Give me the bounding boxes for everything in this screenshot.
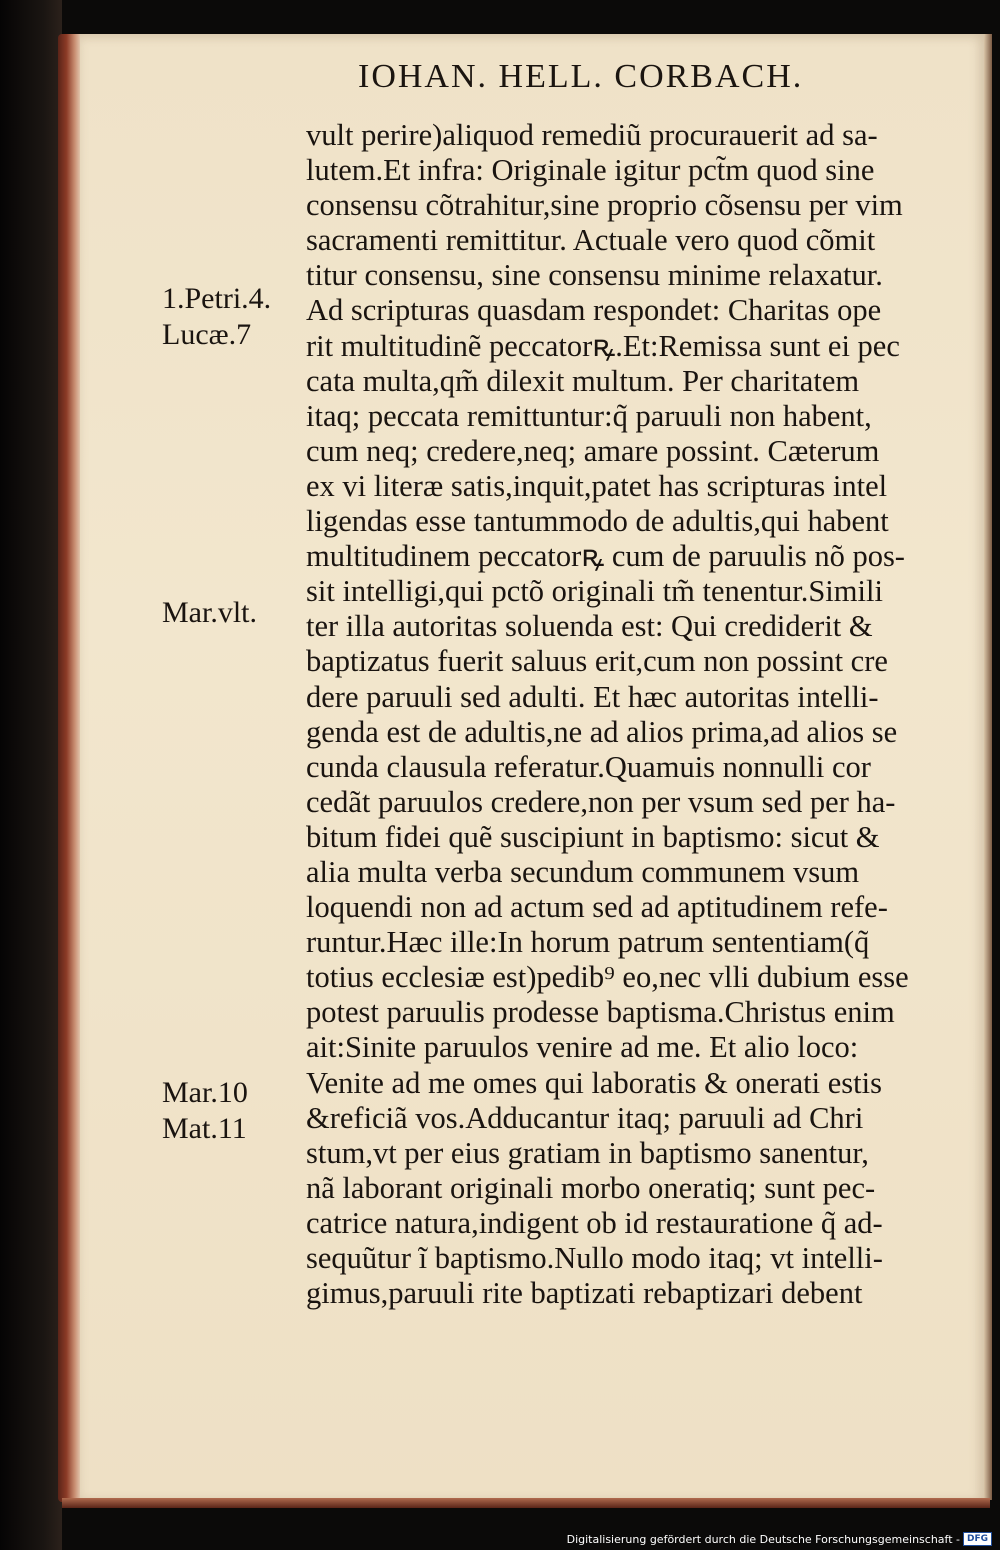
text-line: genda est de adultis,ne ad alios prima,ad alios se (306, 714, 898, 749)
text-line: cum neq; credere,neq; amare possint. Cæterum (306, 433, 880, 468)
text-line: rit multitudinẽ peccatorꝶ.Et:Remissa sunt ei pec (306, 328, 900, 363)
text-line: dere paruuli sed adulti. Et hæc autoritas intelli- (306, 679, 879, 714)
main-text-block (306, 118, 966, 1311)
text-line: ait:Sinite paruulos venire ad me. Et alio loco: (306, 1030, 859, 1065)
text-line: stum,vt per eius gratiam in baptismo sanentur, (306, 1135, 869, 1170)
text-line: sit intelligi,qui pctõ originali tm̃ tenentur.Simili (306, 574, 883, 609)
text-line: Ad scripturas quasdam respondet: Charitas ope (306, 293, 882, 328)
marginal-note-mar-vlt: Mar.vlt. (162, 596, 257, 629)
marginal-note-petri: 1.Petri.4. (162, 282, 272, 315)
text-line: cunda clausula referatur.Quamuis nonnulli cor (306, 749, 871, 784)
text-line: multitudinem peccatorꝶ cum de paruulis nõ pos- (306, 539, 905, 574)
page-right-edge (984, 34, 992, 1500)
text-line: cedãt paruulos credere,non per vsum sed per ha- (306, 784, 896, 819)
page-left-edge (58, 34, 82, 1502)
text-line: Venite ad me omes qui laboratis & onerati estis (306, 1065, 882, 1100)
text-line: ligendas esse tantummodo de adultis,qui habent (306, 504, 889, 539)
book-spine-shadow (0, 0, 62, 1550)
text-line: sacramenti remittitur. Actuale vero quod cõmit (306, 223, 876, 258)
text-line: alia multa verba secundum communem vsum (306, 854, 860, 889)
text-line: catrice natura,indigent ob id restauratione q̃ ad- (306, 1205, 883, 1240)
running-head: IOHAN. HELL. CORBACH. (358, 58, 804, 95)
text-line: sequũtur ĩ baptismo.Nullo modo itaq; vt intelli- (306, 1241, 883, 1275)
text-line: vult perire)aliquod remediũ procurauerit ad sa- (306, 118, 878, 152)
text-line: nã laborant originali morbo oneratiq; sunt pec- (306, 1170, 876, 1205)
text-line: cata multa,qm̃ dilexit multum. Per charitatem (306, 363, 860, 398)
text-line: baptizatus fuerit saluus erit,cum non possint cre (306, 644, 888, 679)
text-line: consensu cõtrahitur,sine proprio cõsensu per vim (306, 188, 903, 223)
text-line: lutem.Et infra: Originale igitur pct̃m quod sine (306, 153, 875, 188)
marginal-note-lucae: Lucæ.7 (162, 318, 252, 351)
page-bottom-edge (62, 1498, 990, 1508)
text-line: potest paruulis prodesse baptisma.Christus enim (306, 995, 895, 1030)
marginal-note-mar-10: Mar.10 (162, 1076, 248, 1109)
text-line: bitum fidei quẽ suscipiunt in baptismo: sicut & (306, 819, 880, 854)
text-line: &reficiã vos.Adducantur itaq; paruuli ad Chri (306, 1100, 864, 1135)
text-line: titur consensu, sine consensu minime relaxatur. (306, 258, 883, 293)
text-line: ex vi literæ satis,inquit,patet has scripturas intel (306, 468, 888, 503)
text-line: gimus,paruuli rite baptizati rebaptizari debent (306, 1276, 863, 1311)
digitization-credit (567, 1532, 992, 1546)
dfg-logo: DFG (963, 1532, 992, 1546)
text-line: runtur.Hæc ille:In horum patrum sententiam(q̃ (306, 925, 870, 960)
text-line: totius ecclesiæ est)pedib⁹ eo,nec vlli dubium esse (306, 960, 909, 995)
marginal-note-mat-11: Mat.11 (162, 1112, 247, 1145)
text-line: loquendi non ad actum sed ad aptitudinem refe- (306, 890, 888, 925)
text-line: ter illa autoritas soluenda est: Qui crediderit & (306, 609, 873, 644)
text-line: itaq; peccata remittuntur:q̃ paruuli non habent, (306, 398, 872, 433)
credit-text: Digitalisierung gefördert durch die Deutsche Forschungsgemeinschaft - (566, 1532, 960, 1546)
